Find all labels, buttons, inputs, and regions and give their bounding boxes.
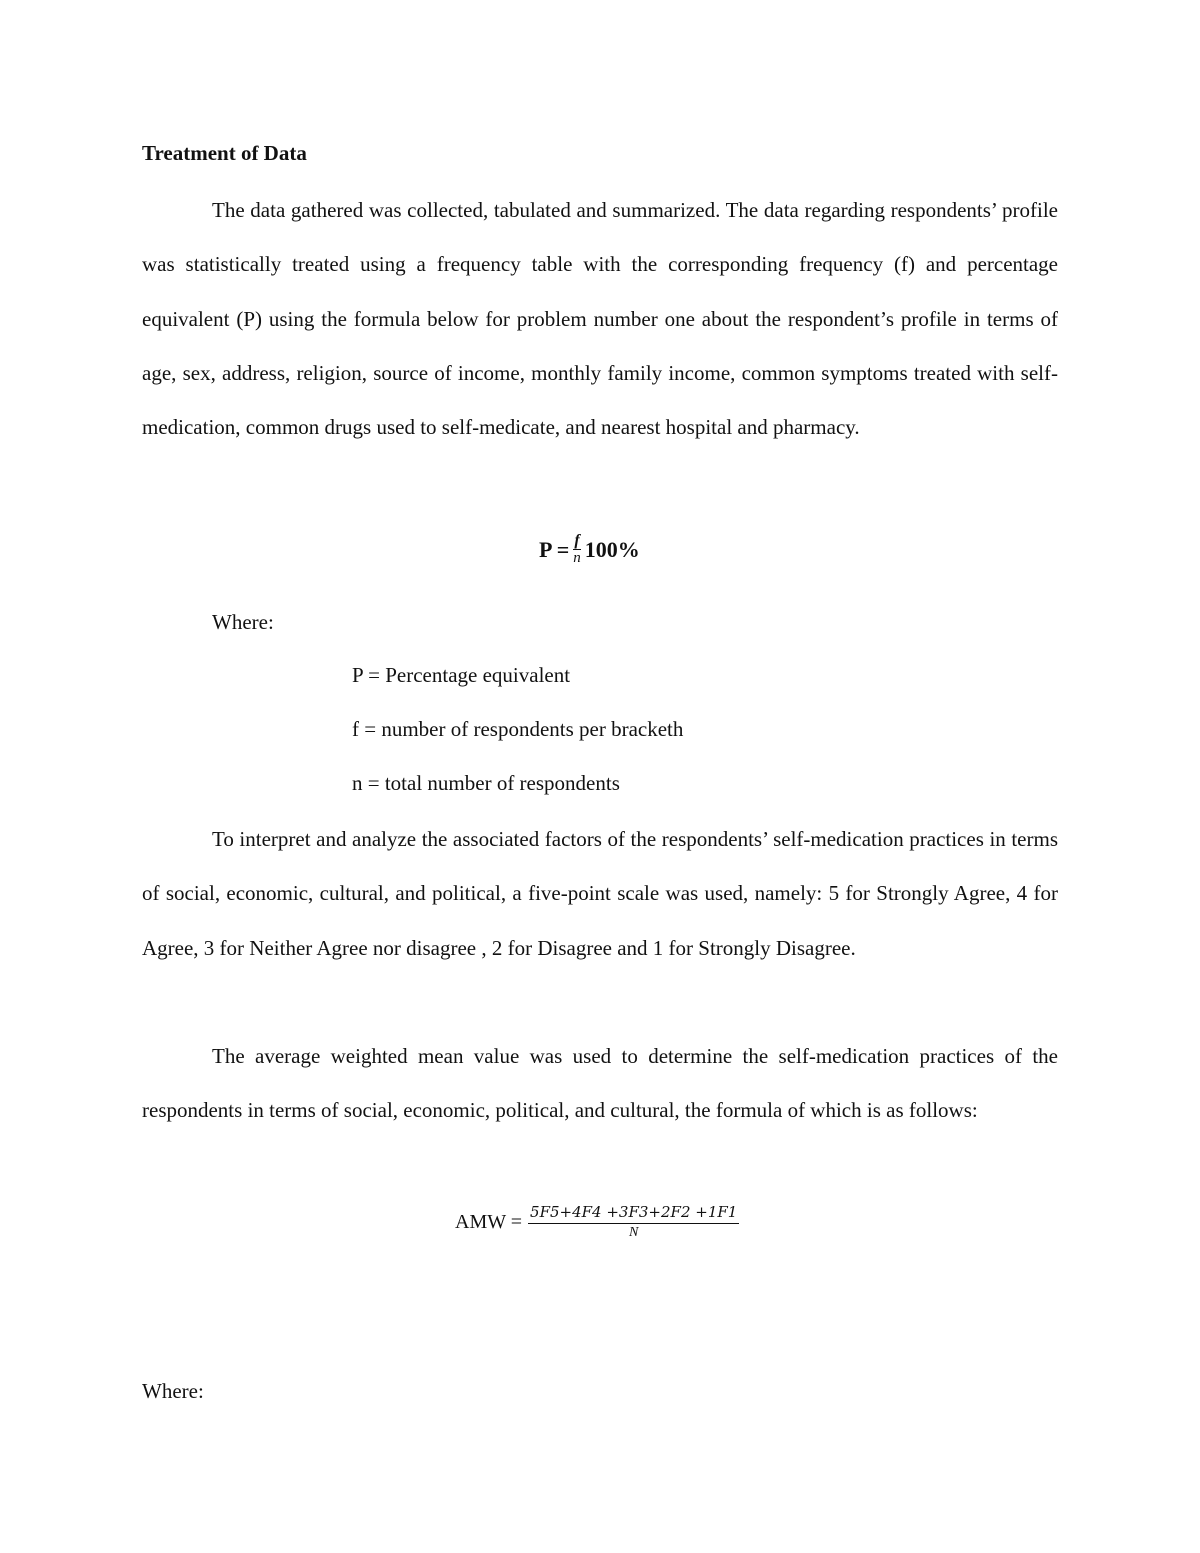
- paragraph-weighted-mean: [142, 1029, 1058, 1138]
- definition-n: n = total number of respondents: [352, 771, 620, 795]
- fraction-numerator: 5F5+4F4 +3F3+2F2 +1F1: [528, 1203, 739, 1224]
- paragraph-data-treatment: [142, 183, 1058, 454]
- formula-lhs: P =: [539, 537, 570, 562]
- fraction-numerator: f: [574, 532, 580, 549]
- formula-fraction: [528, 1203, 739, 1242]
- definition-p: P = Percentage equivalent: [352, 663, 571, 687]
- percentage-formula: [539, 533, 640, 567]
- where-label: Where:: [212, 610, 274, 634]
- fraction-denominator: n: [573, 550, 581, 566]
- section-heading: Treatment of Data: [142, 141, 307, 165]
- paragraph-text: The data gathered was collected, tabulated and summarized. The data regarding respondents’ profile was statistically treated using a frequency table with the corresponding frequency (f) and percentage equivalent (P) using the formula below for problem number one about the respondent’s profile in terms of age, sex, address, religion, source of income, monthly family income, common symptoms treated with self-medication, common drugs used to self-medicate, and nearest hospital and pharmacy.: [142, 198, 1058, 440]
- definition-f: f = number of respondents per bracketh: [352, 717, 684, 741]
- formula-lhs: AMW =: [455, 1211, 523, 1233]
- formula-rhs: 100%: [584, 537, 640, 562]
- paragraph-text: The average weighted mean value was used to determine the self-medication practices of the respondents in terms of social, economic, political, and cultural, the formula of which is as follows:: [142, 1044, 1058, 1123]
- weighted-mean-formula: [455, 1203, 739, 1242]
- where-label: Where:: [142, 1379, 204, 1403]
- fraction-denominator: N: [629, 1225, 639, 1240]
- paragraph-five-point-scale: [142, 812, 1058, 975]
- formula-fraction: [573, 533, 581, 567]
- paragraph-text: To interpret and analyze the associated factors of the respondents’ self-medication practices in terms of social, economic, cultural, and political, a five-point scale was used, namely: 5 for Strongly Agree, 4 for Agree, 3 for Neither Agree nor disagree , 2 for Disagree and 1 for Strongly Disagree.: [142, 827, 1058, 960]
